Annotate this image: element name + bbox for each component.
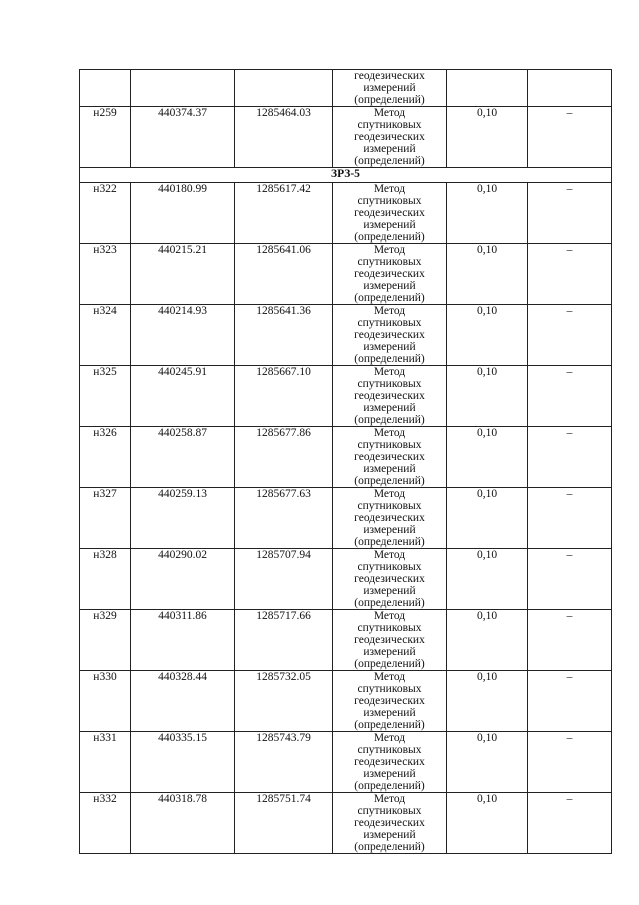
method-line: (определений) (354, 414, 425, 426)
point-id-cell: н326 (80, 427, 131, 488)
method-cell (333, 610, 447, 671)
method-line: измерений (363, 463, 416, 475)
method-line: Метод (373, 488, 406, 500)
accuracy-cell: 0,10 (447, 793, 528, 854)
method-line: (определений) (354, 155, 425, 167)
method-line: (определений) (354, 231, 425, 243)
method-line: (определений) (354, 841, 425, 853)
point-id-cell: н331 (80, 732, 131, 793)
method-cell (333, 305, 447, 366)
method-line: геодезических (354, 207, 425, 219)
table-row (80, 671, 612, 732)
accuracy-cell: 0,10 (447, 183, 528, 244)
table-row (80, 183, 612, 244)
y-coordinate-cell: 1285743.79 (235, 732, 333, 793)
method-cell (333, 732, 447, 793)
extra-cell: – (528, 244, 612, 305)
point-id-cell: н324 (80, 305, 131, 366)
method-line: Метод (373, 793, 406, 805)
method-line: Метод (373, 366, 406, 378)
x-coordinate-cell: 440328.44 (131, 671, 235, 732)
method-line: Метод (373, 549, 406, 561)
method-cell (333, 70, 447, 107)
method-line: Метод (373, 107, 406, 119)
method-line: геодезических (354, 390, 425, 402)
method-line: измерений (363, 585, 416, 597)
y-coordinate-cell: 1285641.06 (235, 244, 333, 305)
method-line: геодезических (354, 756, 425, 768)
method-line: Метод (373, 610, 406, 622)
point-id-cell: н332 (80, 793, 131, 854)
method-line: геодезических (354, 70, 425, 82)
x-coordinate-cell: 440245.91 (131, 366, 235, 427)
x-coordinate-cell (131, 70, 235, 107)
table-row (80, 70, 612, 107)
point-id-cell: н325 (80, 366, 131, 427)
method-line: геодезических (354, 634, 425, 646)
y-coordinate-cell: 1285464.03 (235, 107, 333, 168)
y-coordinate-cell: 1285707.94 (235, 549, 333, 610)
table-row (80, 305, 612, 366)
point-id-cell: н330 (80, 671, 131, 732)
table-row (80, 107, 612, 168)
point-id-cell: н329 (80, 610, 131, 671)
y-coordinate-cell: 1285717.66 (235, 610, 333, 671)
extra-cell (528, 70, 612, 107)
point-id-cell: н328 (80, 549, 131, 610)
method-line: геодезических (354, 451, 425, 463)
accuracy-cell: 0,10 (447, 305, 528, 366)
x-coordinate-cell: 440318.78 (131, 793, 235, 854)
accuracy-cell (447, 70, 528, 107)
method-cell (333, 671, 447, 732)
method-cell (333, 366, 447, 427)
extra-cell: – (528, 549, 612, 610)
method-cell (333, 107, 447, 168)
method-line: спутниковых (357, 561, 422, 573)
method-line: измерений (363, 646, 416, 658)
method-line: Метод (373, 427, 406, 439)
accuracy-cell: 0,10 (447, 488, 528, 549)
x-coordinate-cell: 440259.13 (131, 488, 235, 549)
y-coordinate-cell: 1285667.10 (235, 366, 333, 427)
method-line: геодезических (354, 695, 425, 707)
method-line: геодезических (354, 573, 425, 585)
method-line: спутниковых (357, 119, 422, 131)
method-cell (333, 549, 447, 610)
y-coordinate-cell: 1285617.42 (235, 183, 333, 244)
x-coordinate-cell: 440290.02 (131, 549, 235, 610)
method-line: измерений (363, 707, 416, 719)
method-line: геодезических (354, 131, 425, 143)
method-cell (333, 427, 447, 488)
method-line: (определений) (354, 475, 425, 487)
y-coordinate-cell: 1285677.63 (235, 488, 333, 549)
table-row (80, 366, 612, 427)
method-line: спутниковых (357, 744, 422, 756)
method-line: геодезических (354, 512, 425, 524)
table-row (80, 427, 612, 488)
method-line: (определений) (354, 353, 425, 365)
extra-cell: – (528, 305, 612, 366)
method-line: измерений (363, 143, 416, 155)
method-line: спутниковых (357, 439, 422, 451)
x-coordinate-cell: 440311.86 (131, 610, 235, 671)
method-line: геодезических (354, 268, 425, 280)
accuracy-cell: 0,10 (447, 427, 528, 488)
method-line: измерений (363, 280, 416, 292)
x-coordinate-cell: 440180.99 (131, 183, 235, 244)
accuracy-cell: 0,10 (447, 549, 528, 610)
section-header-row (80, 168, 612, 183)
point-id-cell: н323 (80, 244, 131, 305)
method-line: спутниковых (357, 317, 422, 329)
method-line: спутниковых (357, 805, 422, 817)
x-coordinate-cell: 440335.15 (131, 732, 235, 793)
extra-cell: – (528, 671, 612, 732)
method-line: спутниковых (357, 622, 422, 634)
y-coordinate-cell: 1285751.74 (235, 793, 333, 854)
table-row (80, 610, 612, 671)
y-coordinate-cell: 1285732.05 (235, 671, 333, 732)
method-line: (определений) (354, 536, 425, 548)
point-id-cell: н327 (80, 488, 131, 549)
extra-cell: – (528, 427, 612, 488)
method-line: спутниковых (357, 500, 422, 512)
accuracy-cell: 0,10 (447, 610, 528, 671)
y-coordinate-cell (235, 70, 333, 107)
extra-cell: – (528, 107, 612, 168)
extra-cell: – (528, 793, 612, 854)
method-line: спутниковых (357, 683, 422, 695)
coordinates-table (79, 69, 612, 854)
point-id-cell (80, 70, 131, 107)
point-id-cell: н322 (80, 183, 131, 244)
extra-cell: – (528, 366, 612, 427)
method-line: Метод (373, 244, 406, 256)
y-coordinate-cell: 1285677.86 (235, 427, 333, 488)
method-line: измерений (363, 341, 416, 353)
accuracy-cell: 0,10 (447, 671, 528, 732)
table-row (80, 549, 612, 610)
method-line: Метод (373, 671, 406, 683)
method-line: спутниковых (357, 378, 422, 390)
method-line: (определений) (354, 597, 425, 609)
coordinates-table-body (80, 70, 612, 854)
x-coordinate-cell: 440214.93 (131, 305, 235, 366)
method-line: Метод (373, 732, 406, 744)
table-row (80, 793, 612, 854)
table-row (80, 732, 612, 793)
extra-cell: – (528, 183, 612, 244)
method-line: геодезических (354, 817, 425, 829)
method-cell (333, 244, 447, 305)
method-cell (333, 793, 447, 854)
method-line: спутниковых (357, 256, 422, 268)
method-line: (определений) (354, 292, 425, 304)
method-line: измерений (363, 219, 416, 231)
method-line: измерений (363, 768, 416, 780)
point-id-cell: н259 (80, 107, 131, 168)
method-line: измерений (363, 524, 416, 536)
method-cell (333, 488, 447, 549)
method-cell (333, 183, 447, 244)
method-line: измерений (363, 82, 416, 94)
x-coordinate-cell: 440374.37 (131, 107, 235, 168)
table-row (80, 244, 612, 305)
accuracy-cell: 0,10 (447, 107, 528, 168)
method-line: Метод (373, 183, 406, 195)
extra-cell: – (528, 610, 612, 671)
accuracy-cell: 0,10 (447, 366, 528, 427)
method-line: (определений) (354, 658, 425, 670)
extra-cell: – (528, 732, 612, 793)
accuracy-cell: 0,10 (447, 732, 528, 793)
accuracy-cell: 0,10 (447, 244, 528, 305)
x-coordinate-cell: 440215.21 (131, 244, 235, 305)
x-coordinate-cell: 440258.87 (131, 427, 235, 488)
method-line: геодезических (354, 329, 425, 341)
method-line: (определений) (354, 94, 425, 106)
method-line: Метод (373, 305, 406, 317)
method-line: измерений (363, 829, 416, 841)
method-line: спутниковых (357, 195, 422, 207)
y-coordinate-cell: 1285641.36 (235, 305, 333, 366)
method-line: измерений (363, 402, 416, 414)
table-row (80, 488, 612, 549)
method-line: (определений) (354, 780, 425, 792)
extra-cell: – (528, 488, 612, 549)
method-line: (определений) (354, 719, 425, 731)
section-title: ЗРЗ-5 (80, 168, 612, 183)
